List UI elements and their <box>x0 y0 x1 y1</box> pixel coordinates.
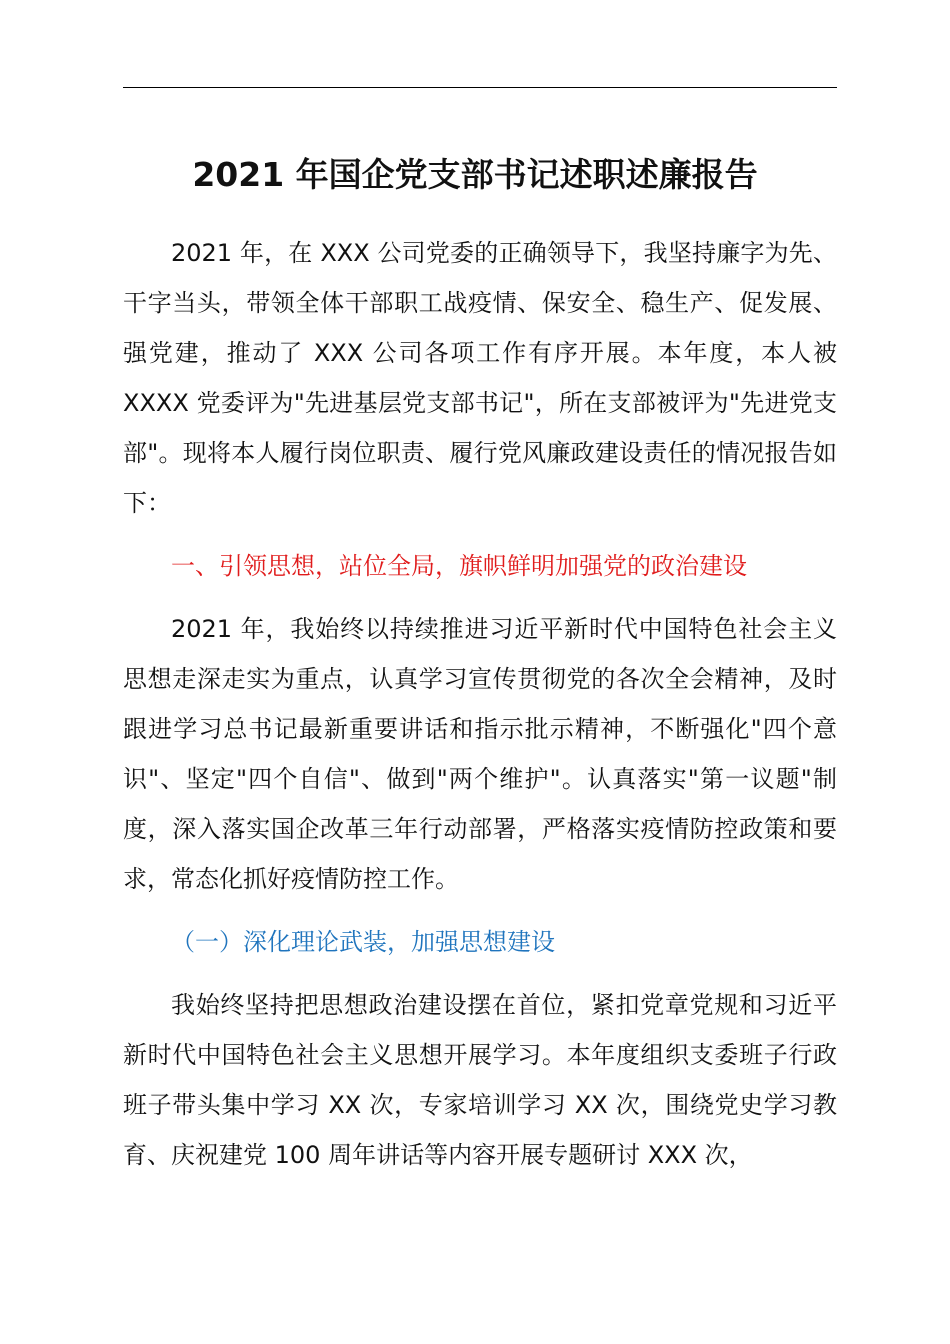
section-heading-1: 一、引领思想，站位全局，旗帜鲜明加强党的政治建设 <box>171 552 747 580</box>
header-rule <box>123 87 837 88</box>
section-1-paragraph: 2021 年，我始终以持续推进习近平新时代中国特色社会主义思想走深走实为重点，认真学习宣传贯彻党的各次全会精神，及时跟进学习总书记最新重要讲话和指示批示精神，不断强化"四个意识"、坚定"四个自信"、做到"两个维护"。认真落实"第一议题"制度，深入落实国企改革三年行动部署，严格落实疫情防控政策和要求，常态化抓好疫情防控工作。 <box>123 615 837 893</box>
subsection-heading-1: （一）深化理论武装，加强思想建设 <box>171 928 555 956</box>
document-title: 2021 年国企党支部书记述职述廉报告 <box>192 155 758 194</box>
document-body <box>123 228 837 1180</box>
subsection-1-paragraph: 我始终坚持把思想政治建设摆在首位，紧扣党章党规和习近平新时代中国特色社会主义思想开展学习。本年度组织支委班子行政班子带头集中学习 XX 次，专家培训学习 XX 次，围绕党史学习教育、庆祝建党 100 周年讲话等内容开展专题研讨 XXX 次， <box>123 991 837 1169</box>
intro-paragraph: 2021 年，在 XXX 公司党委的正确领导下，我坚持廉字为先、干字当头，带领全体干部职工战疫情、保安全、稳生产、促发展、强党建，推动了 XXX 公司各项工作有序开展。本年度，本人被 XXXX 党委评为"先进基层党支部书记"，所在支部被评为"先进党支部"。现将本人履行岗位职责、履行党风廉政建设责任的情况报告如下： <box>123 239 837 517</box>
